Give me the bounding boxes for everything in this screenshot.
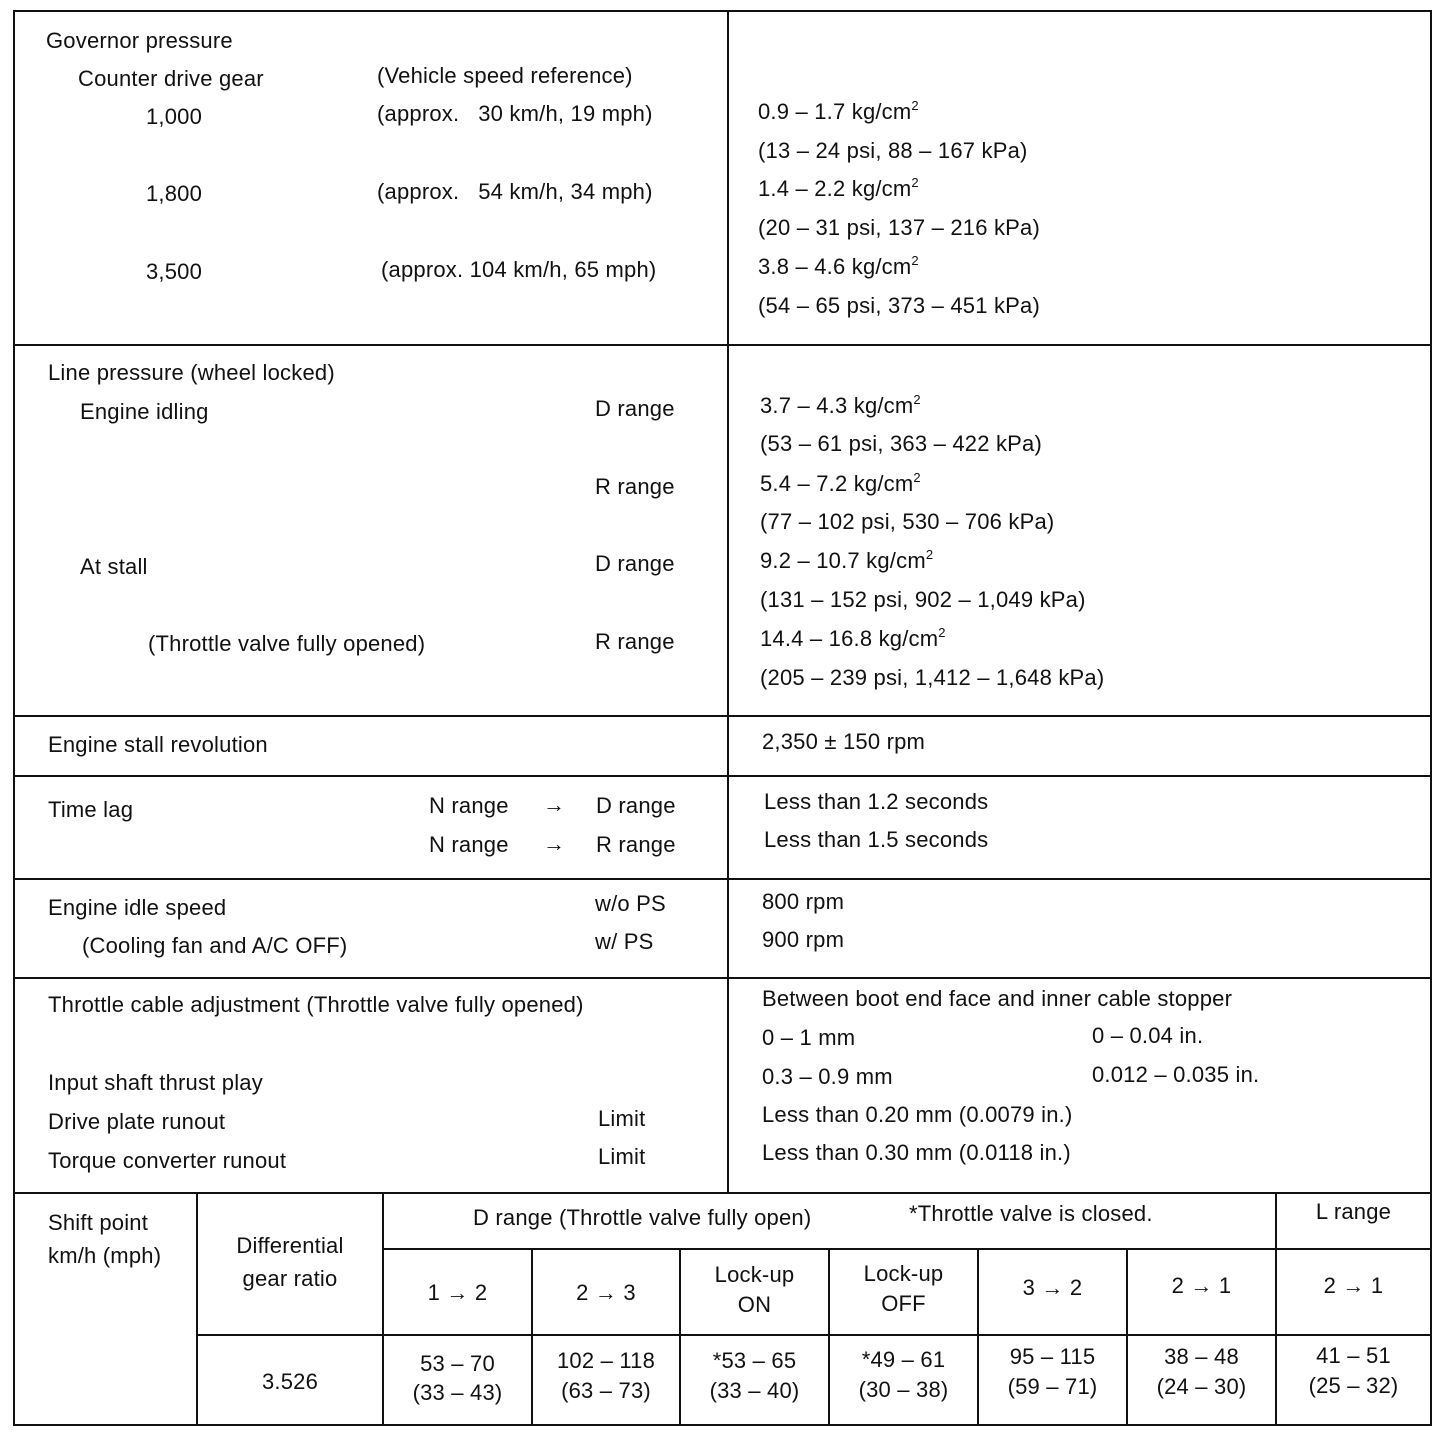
diff-label: gear ratio (242, 1266, 338, 1291)
arrow-icon: → (543, 831, 566, 856)
governor-alt: (20 – 31 psi, 137 – 216 kPa) (758, 215, 1041, 240)
shift-value: 95 – 115 (1009, 1344, 1096, 1369)
governor-rpm: 3,500 (146, 259, 203, 284)
speed-reference-label: (Vehicle speed reference) (377, 63, 633, 88)
shift-col-header: 2 → 1 (1323, 1273, 1384, 1298)
gear-ratio-value: 3.526 (261, 1369, 319, 1394)
governor-kg: 3.8 – 4.6 $kg/cm^2$ (758, 253, 919, 279)
between-label: Between boot end face and inner cable stopper (762, 986, 1233, 1011)
line-pressure-title: Line pressure (wheel locked) (48, 360, 335, 385)
engine-idling-label: Engine idling (80, 399, 209, 424)
arrow-icon: → (543, 792, 566, 817)
time-lag-label: Time lag (48, 797, 134, 822)
throttle-opened-label: (Throttle valve fully opened) (148, 631, 426, 656)
shift-col-header: 2 → 1 (1171, 1273, 1232, 1298)
line-alt: (205 – 239 psi, 1,412 – 1,648 kPa) (760, 665, 1105, 690)
shift-value-mph: (25 – 32) (1308, 1373, 1399, 1398)
governor-rpm: 1,800 (146, 181, 203, 206)
input-shaft-label: Input shaft thrust play (48, 1070, 263, 1095)
shift-value: 53 – 70 (420, 1351, 495, 1376)
diff-label: Differential (236, 1233, 344, 1258)
shift-value: 38 – 48 (1164, 1344, 1239, 1369)
time-lag-to: R range (596, 832, 676, 857)
idle-sub-label: (Cooling fan and A/C OFF) (82, 933, 348, 958)
governor-speed: (approx. 30 km/h, 19 mph) (377, 101, 653, 126)
at-stall-label: At stall (80, 554, 148, 579)
shift-label: Shift point (48, 1210, 149, 1235)
shift-value-mph: (33 – 40) (709, 1378, 800, 1403)
shift-col-header: Lock-up (714, 1262, 795, 1287)
torque-conv-value: Less than 0.30 mm (0.0118 in.) (762, 1140, 1071, 1165)
torque-conv-label: Torque converter runout (48, 1148, 287, 1173)
l-range-header: L range (1315, 1199, 1392, 1224)
line-kg: 14.4 – 16.8 $kg/cm^2$ (760, 625, 946, 651)
line-range: R range (595, 629, 675, 654)
idle-label: Engine idle speed (48, 895, 227, 920)
shift-value: *53 – 65 (712, 1348, 797, 1373)
shift-value: *49 – 61 (861, 1347, 946, 1372)
throttle-closed-note: *Throttle valve is closed. (909, 1201, 1153, 1226)
shift-value-mph: (63 – 73) (561, 1378, 651, 1403)
line-range: D range (595, 551, 675, 576)
shift-col-header-sub: OFF (881, 1291, 926, 1316)
line-alt: (53 – 61 psi, 363 – 422 kPa) (760, 431, 1043, 456)
time-lag-from: N range (429, 793, 509, 818)
input-in: 0.012 – 0.035 in. (1092, 1062, 1260, 1087)
counter-drive-label: Counter drive gear (78, 66, 264, 91)
shift-value-mph: (33 – 43) (412, 1380, 503, 1405)
shift-value-mph: (24 – 30) (1156, 1374, 1247, 1399)
shift-value: 41 – 51 (1316, 1343, 1391, 1368)
shift-col-header-sub: ON (737, 1292, 772, 1317)
shift-unit-label: km/h (mph) (48, 1243, 162, 1268)
torque-limit-label: Limit (598, 1144, 646, 1169)
cable-mm: 0 – 1 mm (762, 1025, 856, 1050)
idle-value: 800 rpm (762, 889, 845, 914)
drive-plate-value: Less than 0.20 mm (0.0079 in.) (762, 1102, 1073, 1127)
governor-speed: (approx. 54 km/h, 34 mph) (377, 179, 653, 204)
stall-rev-label: Engine stall revolution (48, 732, 268, 757)
shift-col-header: 1 → 2 (427, 1280, 488, 1305)
shift-value-mph: (59 – 71) (1007, 1374, 1098, 1399)
line-alt: (77 – 102 psi, 530 – 706 kPa) (760, 509, 1055, 534)
stall-rev-value: 2,350 ± 150 rpm (762, 729, 926, 754)
line-range: D range (595, 396, 675, 421)
throttle-cable-label: Throttle cable adjustment (Throttle valve fully opened) (48, 992, 584, 1017)
idle-value: 900 rpm (762, 927, 845, 952)
shift-col-header: 2 → 3 (576, 1280, 636, 1305)
line-kg: 5.4 – 7.2 $kg/cm^2$ (760, 470, 921, 496)
time-lag-from: N range (429, 832, 509, 857)
shift-col-header: 3 → 2 (1022, 1275, 1083, 1300)
line-kg: 3.7 – 4.3 $kg/cm^2$ (760, 392, 921, 418)
governor-rpm: 1,000 (146, 104, 203, 129)
d-range-header: D range (Throttle valve fully open) (473, 1205, 812, 1230)
drive-limit-label: Limit (598, 1106, 646, 1131)
line-range: R range (595, 474, 675, 499)
line-alt: (131 – 152 psi, 902 – 1,049 kPa) (760, 587, 1086, 612)
governor-title: Governor pressure (46, 28, 233, 53)
time-lag-value: Less than 1.2 seconds (764, 789, 989, 814)
time-lag-to: D range (596, 793, 676, 818)
shift-value-mph: (30 – 38) (858, 1377, 949, 1402)
idle-condition: w/o PS (595, 891, 666, 916)
time-lag-value: Less than 1.5 seconds (764, 827, 989, 852)
shift-col-header: Lock-up (863, 1261, 944, 1286)
governor-alt: (13 – 24 psi, 88 – 167 kPa) (758, 138, 1028, 163)
governor-kg: 1.4 – 2.2 $kg/cm^2$ (758, 175, 919, 201)
input-mm: 0.3 – 0.9 mm (762, 1064, 893, 1089)
drive-plate-label: Drive plate runout (48, 1109, 226, 1134)
governor-alt: (54 – 65 psi, 373 – 451 kPa) (758, 293, 1041, 318)
shift-value: 102 – 118 (556, 1348, 656, 1373)
idle-condition: w/ PS (595, 929, 654, 954)
governor-kg: 0.9 – 1.7 $kg/cm^2$ (758, 98, 919, 124)
governor-speed: (approx. 104 km/h, 65 mph) (381, 257, 657, 282)
cable-in: 0 – 0.04 in. (1092, 1023, 1204, 1048)
line-kg: 9.2 – 10.7 $kg/cm^2$ (760, 547, 934, 573)
